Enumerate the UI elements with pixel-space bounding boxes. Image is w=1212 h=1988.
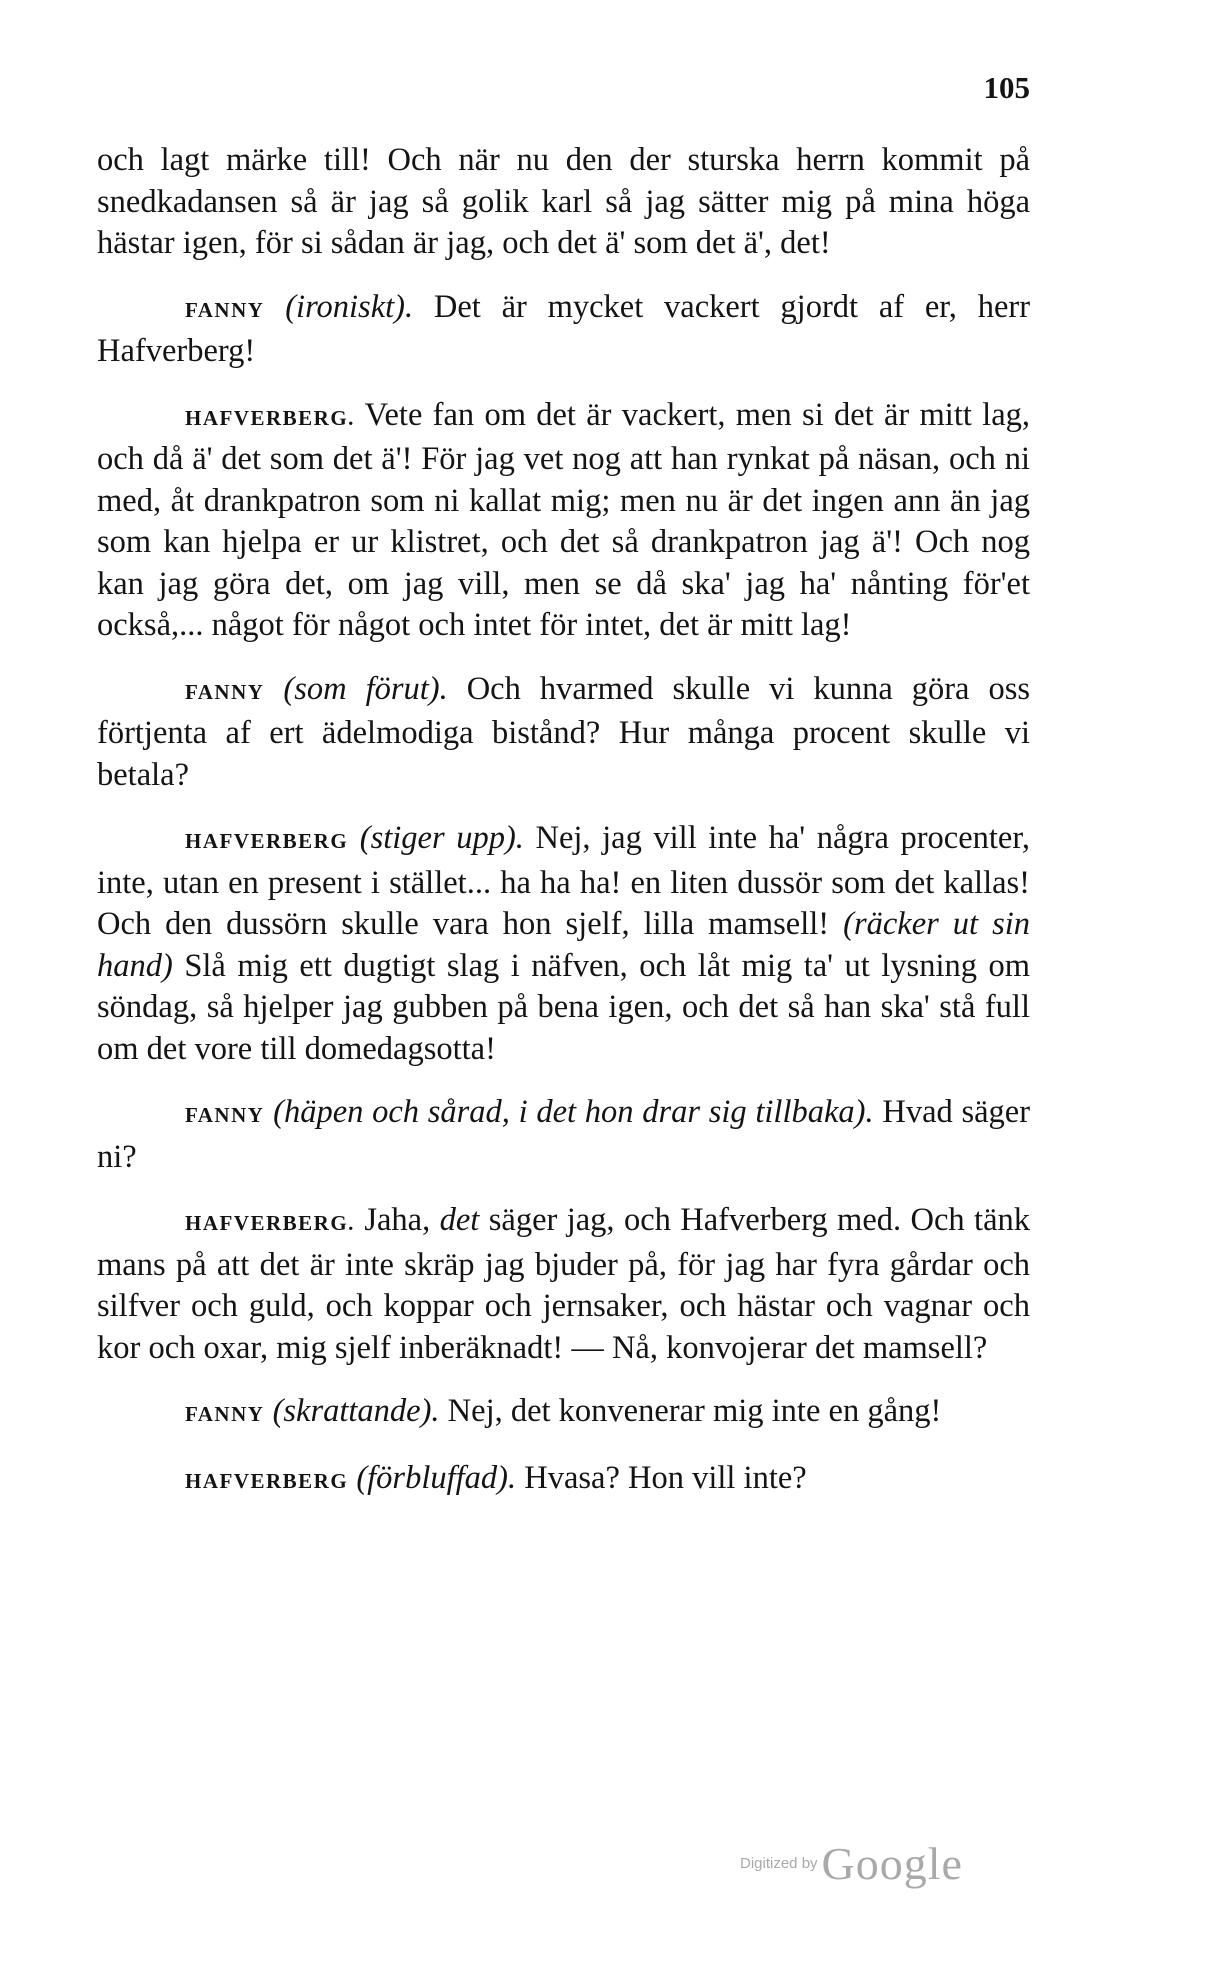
page-text bbox=[97, 140, 1030, 1524]
speech-hafverberg-4 bbox=[97, 1458, 1030, 1503]
emphasis: det bbox=[439, 1202, 480, 1238]
speaker-name: FANNY bbox=[185, 1103, 265, 1127]
speech-hafverberg-2 bbox=[97, 818, 1030, 1070]
stage-direction: (stiger upp). bbox=[359, 820, 524, 856]
speaker-name: HAFVERBERG bbox=[185, 829, 349, 853]
speech-fanny-2 bbox=[97, 669, 1030, 797]
digitized-watermark bbox=[740, 1837, 1060, 1897]
speaker-name: FANNY bbox=[185, 679, 265, 704]
speech-fanny-3 bbox=[97, 1092, 1030, 1178]
speech-text: Hvad säger ni? bbox=[97, 1094, 1031, 1175]
speech-text: Slå mig ett dugtigt slag i näfven, och låt mig ta' ut lysning om söndag, så hjelper jag gubben på bena igen, och det så han ska' stå full om det vore till domedagsotta! bbox=[97, 947, 1030, 1067]
stage-direction: (räcker ut sin hand) bbox=[97, 906, 1031, 984]
paragraph-continuation bbox=[97, 140, 1030, 265]
speech-fanny-1 bbox=[97, 287, 1030, 373]
speech-text: och lagt märke till! Och när nu den der sturska herrn kommit på snedkadansen så är jag så golik karl så jag sätter mig på mina höga hästar igen, för si sådan är jag, och det ä' som det ä', det! bbox=[97, 142, 1030, 261]
page-number: 105 bbox=[983, 70, 1030, 105]
speech-text: Jaha, bbox=[364, 1202, 431, 1238]
speech-fanny-4 bbox=[97, 1391, 1030, 1436]
speech-hafverberg-1 bbox=[97, 395, 1030, 647]
speech-text: Och hvarmed skulle vi kunna göra oss förtjenta af ert ädelmodiga bistånd? Hur många procent skulle vi betala? bbox=[97, 670, 1030, 793]
speech-text: Vete fan om det är vackert, men si det är mitt lag, och då ä' det som det ä'! För jag vet nog att han rynkat på näsan, och ni med, åt drankpatron som ni kallat mig; men nu är det ingen ann än jag som kan hjelpa er ur klistret, och det så drankpatron jag ä'! Och nog kan jag göra det, om jag vill, men se då ska' jag ha' nånting för'et också,... något för något och intet för intet, det är mitt lag! bbox=[97, 396, 1030, 643]
speech-text: Hvasa? Hon vill inte? bbox=[524, 1459, 807, 1496]
google-logo: Google bbox=[821, 1838, 963, 1889]
speech-hafverberg-3 bbox=[97, 1200, 1030, 1369]
speech-text: Det är mycket vackert gjordt af er, herr Hafverberg! bbox=[97, 288, 1031, 369]
speech-text: Nej, jag vill inte ha' några procenter, inte, utan en present i stället... ha ha ha! en liten dussör som det kallas! Och den dussörn skulle vara hon sjelf, lilla mamsell! bbox=[97, 820, 1030, 942]
speaker-name: FANNY bbox=[185, 297, 265, 322]
stage-direction: (förbluffad). bbox=[356, 1459, 517, 1496]
stage-direction: (som förut). bbox=[283, 670, 448, 707]
watermark-prefix: Digitized by bbox=[740, 1855, 818, 1872]
speech-text: säger jag, och Hafverberg med. Och tänk mans på att det är inte skräp jag bjuder på, för jag har fyra gårdar och silfver och guld, och koppar och jernsaker, och hästar och vagnar och kor och oxar, mig sjelf inberäknadt! — Nå, konvojerar det mamsell? bbox=[97, 1202, 1031, 1366]
speaker-name: FANNY bbox=[185, 1402, 265, 1426]
speaker-name: HAFVERBERG. bbox=[185, 405, 355, 430]
stage-direction: (häpen och sårad, i det hon drar sig tillbaka). bbox=[273, 1094, 874, 1130]
speech-text: Nej, det konvenerar mig inte en gång! bbox=[447, 1393, 942, 1429]
speaker-name: HAFVERBERG. bbox=[185, 1211, 355, 1235]
stage-direction: (ironiskt). bbox=[285, 288, 414, 325]
stage-direction: (skrattande). bbox=[272, 1393, 440, 1429]
speaker-name: HAFVERBERG bbox=[185, 1468, 349, 1493]
